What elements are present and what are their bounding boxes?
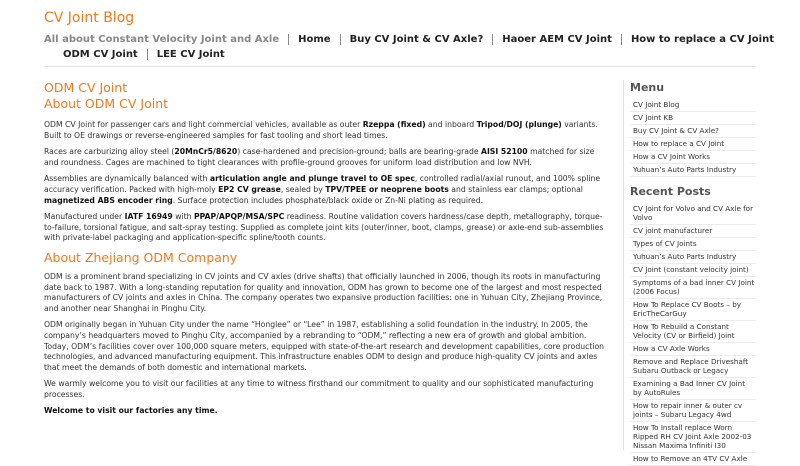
menu-item[interactable]: Buy CV Joint & CV Axle? — [630, 125, 756, 138]
recent-post-link[interactable]: How a CV Axle Works — [630, 343, 756, 356]
paragraph-1: ODM CV Joint for passenger cars and light commercial vehicles, available as outer Rzeppa (fixed) and inboard Tripod/DOJ (plunge) variants. Built to OE drawings or reverse-engineered samples for fast tooling and short lead times. — [44, 120, 598, 140]
recent-post-link[interactable]: How To Rebuild a Constant Velocity (CV or Birfield) Joint — [630, 321, 756, 343]
recent-post-link[interactable]: How To Replace CV Boots – by EricTheCarGuy — [630, 299, 756, 321]
nav-row-1 — [44, 34, 774, 49]
recent-post-link[interactable]: Examining a Bad Inner CV Joint by AutoRules — [630, 378, 756, 400]
paragraph-4: Manufactured under IATF 16949 with PPAP/APQP/MSA/SPC readiness. Routine validation covers hardness/case depth, metallography, torque-to-failure, torsional fatigue, and salt-spray testing. Supplied as complete joint kits (outer/inner, boot, clamps, grease) or axle-end sub-assemblies with private-label packaging and application-specific spline/tooth counts. — [44, 212, 604, 243]
recent-post-link[interactable]: How to repair inner & outer cv joints – Subaru Legacy 4wd — [630, 400, 756, 422]
nav-home[interactable]: Home — [288, 34, 339, 45]
menu-item[interactable]: How a CV Joint Works — [630, 151, 756, 164]
menu-list — [630, 99, 756, 177]
article — [44, 80, 606, 423]
recent-post-link[interactable]: CV Joint (constant velocity joint) — [630, 264, 756, 277]
menu-item[interactable]: CV Joint Blog — [630, 99, 756, 112]
recent-post-link[interactable]: CV joint manufacturer — [630, 225, 756, 238]
recent-post-link[interactable]: CV Joint for Volvo and CV Axle for Volvo — [630, 203, 756, 225]
site-tagline: All about Constant Velocity Joint and Axle — [44, 34, 280, 45]
nav-odm-cv-joint[interactable]: ODM CV Joint — [63, 49, 138, 60]
menu-item[interactable]: Yuhuan’s Auto Parts Industry — [630, 164, 756, 177]
recent-post-link[interactable]: Remove and Replace Driveshaft Subaru Outback or Legacy — [630, 356, 756, 378]
paragraph-8: Welcome to visit our factories any time. — [44, 406, 218, 416]
top-navigation — [44, 34, 774, 64]
recent-post-link[interactable]: Types of CV Joints — [630, 238, 756, 251]
paragraph-6: ODM originally began in Yuhuan City under the name “Honglee” or “Lee” in 1987, establishing a solid foundation in the industry. In 2005, the company’s headquarters moved to Pinghu City, accompanied by a rebranding to “ODM,” reflecting a new era of growth and global ambition. Today, ODM’s facilities cover over 100,000 square meters, equipped with state-of-the-art research and development capabilities, core production technologies, and advanced manufacturing equipment. This infrastructure enables ODM to design and produce high-quality CV joints and axles that meet the demands of both domestic and international markets. — [44, 320, 605, 372]
menu-item[interactable]: CV Joint KB — [630, 112, 756, 125]
sidebar — [630, 81, 756, 466]
article-title: ODM CV Joint — [44, 80, 128, 95]
paragraph-5: ODM is a prominent brand specializing in CV joints and CV axles (drive shafts) that officially launched in 2006, though its roots in manufacturing date back to 1987. With a long-standing reputation for quality and innovation, ODM has grown to become one of the largest and most respected manufacturers of CV joints and axles in China. The company operates two expansive production facilities: one in Yuhuan City, Zhejiang Province, and another near Shanghai in Pinghu City. — [44, 271, 603, 313]
paragraph-3: Assemblies are dynamically balanced with articulation angle and plunge travel to OE spec, controlled radial/axial runout, and 100% spline accuracy verification. Packed with high-moly EP2 CV grease, sealed by TPV/TPEE or neoprene boots and stainless ear clamps; optional magnetized ABS encoder ring. Surface protection includes phosphate/black oxide or Zn-Ni plating as required. — [44, 174, 601, 205]
menu-item[interactable]: How to replace a CV Joint — [630, 138, 756, 151]
about-heading: About ODM CV Joint — [44, 96, 169, 111]
nav-lee-cv-joint[interactable]: LEE CV Joint — [147, 49, 234, 60]
recent-posts-heading: Recent Posts — [630, 185, 711, 198]
nav-how-to-replace[interactable]: How to replace a CV Joint — [621, 34, 783, 45]
menu-heading: Menu — [630, 81, 665, 94]
recent-posts-list — [630, 203, 756, 466]
recent-post-link[interactable]: How to Remove an 4TV CV Axle — [630, 453, 756, 466]
header-divider — [44, 66, 756, 67]
nav-haoer-aem[interactable]: Haoer AEM CV Joint — [492, 34, 621, 45]
paragraph-2: Races are carburizing alloy steel (20MnCr5/8620) case-hardened and precision-ground; balls are bearing-grade AISI 52100 matched for size and roundness. Cages are machined to tight clearances with profile-ground grooves for uniform load distribution and low NVH. — [44, 147, 595, 167]
paragraph-7: We warmly welcome you to visit our facilities at any time to witness firsthand our commitment to quality and our sophisticated manufacturing processes. — [44, 379, 594, 399]
sidebar-divider — [623, 80, 624, 450]
company-heading: About Zhejiang ODM Company — [44, 249, 238, 265]
recent-post-link[interactable]: Symptoms of a bad inner CV Joint (2006 Focus) — [630, 277, 756, 299]
recent-post-link[interactable]: How To Install replace Worn Ripped RH CV Joint Axle 2002-03 Nissan Maxima Infiniti I30 — [630, 422, 756, 453]
recent-post-link[interactable]: Yuhuan’s Auto Parts Industry — [630, 251, 756, 264]
nav-buy-cv-joint[interactable]: Buy CV Joint & CV Axle? — [340, 34, 493, 45]
site-title[interactable]: CV Joint Blog — [44, 10, 135, 26]
nav-row-2 — [44, 49, 756, 64]
